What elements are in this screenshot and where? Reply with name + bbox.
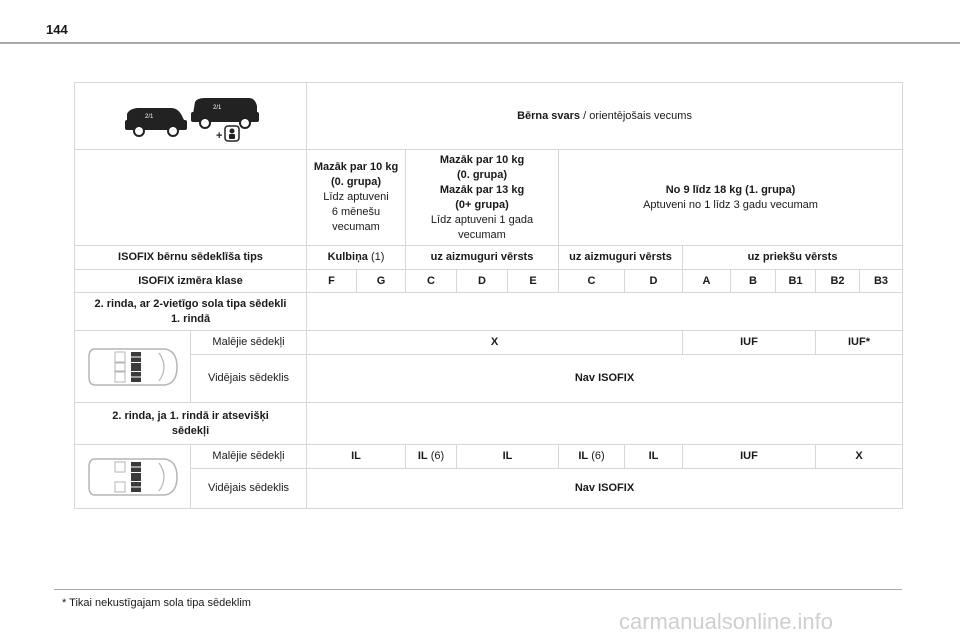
section2-title-line1: 2. rinda, ja 1. rindā ir atsevišķi <box>112 409 269 422</box>
size-class-cell: B3 <box>860 270 903 293</box>
watermark: carmanualsonline.info <box>619 609 834 634</box>
section2-outer-v2 <box>406 445 457 469</box>
section2-title-empty <box>307 403 903 445</box>
section1-title-line1: 2. rinda, ar 2-vietīgo sola tipa sēdekli <box>94 297 287 310</box>
section1-outer-row <box>75 331 903 355</box>
type-cell-1-rest: (1) <box>367 251 385 263</box>
group-1-line1: Mazāk par 10 kg <box>439 153 525 166</box>
type-cell-1-bold: Kulbiņa <box>327 251 368 263</box>
size-class-cell: B2 <box>816 270 860 293</box>
group-1-line6: vecumam <box>458 228 506 241</box>
type-cell-4: uz priekšu vērsts <box>683 246 903 270</box>
size-class-cell: A <box>683 270 731 293</box>
header-row <box>75 83 903 150</box>
vehicle-icons-cell <box>75 83 307 150</box>
section1-title-row <box>75 293 903 331</box>
seat-layout-bench-icon <box>85 343 181 391</box>
section2-outer-v5: IL <box>625 445 683 469</box>
group-2-line1: No 9 līdz 18 kg (1. grupa) <box>665 183 796 196</box>
type-cell-1 <box>307 246 406 270</box>
section1-title-line2: 1. rindā <box>170 312 211 325</box>
section1-title <box>75 293 307 331</box>
section1-outer-iuf: IUF <box>683 331 816 355</box>
size-class-cell: B <box>731 270 776 293</box>
section2-outer-v3: IL <box>457 445 559 469</box>
group-1 <box>406 150 559 246</box>
section1-outer-x: X <box>307 331 683 355</box>
size-class-cell: C <box>406 270 457 293</box>
size-class-cell: E <box>508 270 559 293</box>
footnote: * Tikai nekustīgajam sola tipa sēdeklim <box>62 597 251 609</box>
section2-outer-v7: X <box>816 445 903 469</box>
size-class-cell: C <box>559 270 625 293</box>
svg-text:2/1: 2/1 <box>144 114 153 120</box>
van-small-icon <box>125 108 187 136</box>
section2-middle-row <box>75 469 903 509</box>
group-1-line2: (0. grupa) <box>456 168 508 181</box>
group-0-line3: Līdz aptuveni <box>323 191 389 203</box>
group-0 <box>307 150 406 246</box>
weight-header <box>307 83 903 150</box>
group-2-line2: Aptuveni no 1 līdz 3 gadu vecumam <box>643 198 818 211</box>
group-0-line2: (0. grupa) <box>330 176 382 188</box>
group-1-line3: Mazāk par 13 kg <box>439 183 525 196</box>
isofix-table <box>74 82 903 509</box>
section2-title <box>75 403 307 445</box>
group-1-line4: (0+ grupa) <box>455 198 509 211</box>
size-row <box>75 270 903 293</box>
section2-outer-v2-bold: IL <box>417 450 428 462</box>
size-row-label: ISOFIX izmēra klase <box>75 270 307 293</box>
section2-outer-row <box>75 445 903 469</box>
group-0-line1: Mazāk par 10 kg <box>313 161 399 173</box>
group-2 <box>559 150 903 246</box>
svg-text:+: + <box>215 130 222 142</box>
seat-layout-separate-cell <box>75 445 191 509</box>
child-seat-icon <box>216 126 239 142</box>
section2-outer-v4-rest: (6) <box>588 450 605 462</box>
group-1-line5: Līdz aptuveni 1 gada <box>430 213 534 226</box>
section2-title-line2: sēdekļi <box>171 424 210 437</box>
section2-outer-v4-bold: IL <box>578 450 589 462</box>
section2-title-row <box>75 403 903 445</box>
section1-outer-iuf-star: IUF* <box>816 331 903 355</box>
section1-outer-label: Malējie sēdekļi <box>191 331 307 355</box>
weight-header-bold: Bērna svars <box>517 109 581 122</box>
weight-header-rest: / orientējošais vecums <box>580 109 692 122</box>
section2-outer-v2-rest: (6) <box>427 450 445 462</box>
van-large-icon <box>191 98 259 128</box>
type-cell-3: uz aizmuguri vērsts <box>559 246 683 270</box>
footer-divider <box>54 589 902 590</box>
type-cell-2: uz aizmuguri vērsts <box>406 246 559 270</box>
group-row <box>75 150 903 246</box>
svg-text:2/1: 2/1 <box>212 105 221 111</box>
top-divider <box>0 42 960 44</box>
section1-title-empty <box>307 293 903 331</box>
section1-middle-value: Nav ISOFIX <box>307 355 903 403</box>
size-class-cell: D <box>625 270 683 293</box>
seat-layout-bench-cell <box>75 331 191 403</box>
section2-outer-v4 <box>559 445 625 469</box>
section1-middle-label: Vidējais sēdeklis <box>191 355 307 403</box>
section2-outer-label: Malējie sēdekļi <box>191 445 307 469</box>
page-number: 144 <box>46 22 68 37</box>
group-row-empty <box>75 150 307 246</box>
section2-outer-v6: IUF <box>683 445 816 469</box>
type-row <box>75 246 903 270</box>
vehicle-icons <box>121 90 261 142</box>
size-class-cell: F <box>307 270 357 293</box>
group-0-line5: vecumam <box>332 221 380 233</box>
size-class-cell: D <box>457 270 508 293</box>
section2-middle-value: Nav ISOFIX <box>307 469 903 509</box>
group-0-line4: 6 mēnešu <box>331 206 381 218</box>
section2-outer-v1: IL <box>307 445 406 469</box>
section1-middle-row <box>75 355 903 403</box>
size-class-cell: G <box>357 270 406 293</box>
section2-middle-label: Vidējais sēdeklis <box>191 469 307 509</box>
seat-layout-separate-icon <box>85 453 181 501</box>
size-class-cell: B1 <box>776 270 816 293</box>
type-row-label: ISOFIX bērnu sēdeklīša tips <box>75 246 307 270</box>
